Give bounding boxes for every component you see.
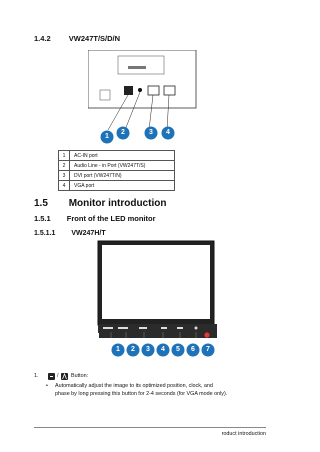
section-1-5-1-1-heading: [34, 230, 106, 237]
front-callout-4: [156, 343, 170, 357]
footer-rule: [34, 427, 266, 428]
section-number: 1.5.1.1: [34, 230, 56, 237]
button-glyph: [118, 327, 128, 329]
front-button-strip: [99, 324, 219, 340]
button-strip-bg: [99, 324, 217, 338]
callout-number: 4: [166, 129, 170, 136]
front-callout-1: [111, 343, 125, 357]
button-glyph: [177, 327, 183, 329]
rear-callout-1: [100, 130, 114, 144]
item-1-line: [34, 372, 89, 380]
callout-number: 2: [131, 346, 135, 353]
dvi-port: [148, 86, 159, 95]
table-row: [59, 181, 175, 191]
port-label: DVI port (VW247T/N): [70, 171, 175, 181]
section-1-4-2-heading: [34, 34, 120, 43]
section-title: VW247H/T: [71, 230, 106, 237]
audio-in-port: [138, 88, 142, 92]
front-monitor-illustration: [97, 240, 217, 336]
footer-text: roduct introduction: [221, 431, 266, 437]
bullet-mark: •: [46, 383, 48, 389]
item-1-desc-line-2: phase by long pressing this button for 2-4 seconds (for VGA mode only).: [55, 391, 228, 397]
ac-in-port: [124, 86, 133, 95]
port-label: Audio Line - in Port (VW247T/S): [70, 161, 175, 171]
power-led-icon: [204, 332, 209, 337]
port-number: 3: [59, 171, 70, 181]
callout-number: 2: [121, 129, 125, 136]
port-number: 2: [59, 161, 70, 171]
front-callout-7: [201, 343, 215, 357]
menu-button-icon: [48, 373, 55, 380]
rear-callout-4: [161, 126, 175, 140]
section-title: Front of the LED monitor: [66, 214, 156, 223]
button-glyph: [139, 327, 147, 329]
section-number: 1.5: [34, 198, 48, 209]
rear-callout-2: [116, 126, 130, 140]
stand-mount: [118, 56, 164, 74]
callout-number: 1: [116, 346, 120, 353]
front-callout-5: [171, 343, 185, 357]
port-label: VGA port: [70, 181, 175, 191]
item-label: Button:: [71, 373, 89, 379]
callout-number: 4: [161, 346, 165, 353]
front-callout-6: [186, 343, 200, 357]
button-glyph: [103, 327, 113, 329]
monitor-screen: [102, 245, 210, 319]
table-row: [59, 161, 175, 171]
callout-number: 1: [105, 133, 109, 140]
table-row: [59, 171, 175, 181]
front-callout-3: [141, 343, 155, 357]
callout-number: 5: [176, 346, 180, 353]
section-title: Monitor introduction: [68, 198, 167, 209]
port-number: 1: [59, 151, 70, 161]
button-glyph: [161, 327, 167, 329]
button-separator: /: [57, 373, 59, 379]
auto-adjust-icon: [61, 373, 68, 380]
power-glyph: [195, 327, 198, 330]
item-number: 1.: [34, 373, 39, 379]
rear-callout-3: [144, 126, 158, 140]
section-number: 1.4.2: [34, 34, 51, 43]
port-number: 4: [59, 181, 70, 191]
front-callout-2: [126, 343, 140, 357]
vga-port: [164, 86, 175, 95]
label-strip: [128, 66, 146, 69]
ports-table: [58, 150, 175, 191]
port-label: AC-IN port: [70, 151, 175, 161]
table-row: [59, 151, 175, 161]
section-number: 1.5.1: [34, 214, 51, 223]
callout-number: 3: [149, 129, 153, 136]
callout-number: 6: [191, 346, 195, 353]
section-1-5-1-heading: [34, 214, 156, 223]
item-1-desc-line-1: Automatically adjust the image to its optimized position, clock, and: [55, 383, 213, 389]
section-1-5-heading: [34, 198, 166, 209]
callout-number: 3: [146, 346, 150, 353]
callout-number: 7: [206, 346, 210, 353]
section-title: VW247T/S/D/N: [68, 34, 121, 43]
